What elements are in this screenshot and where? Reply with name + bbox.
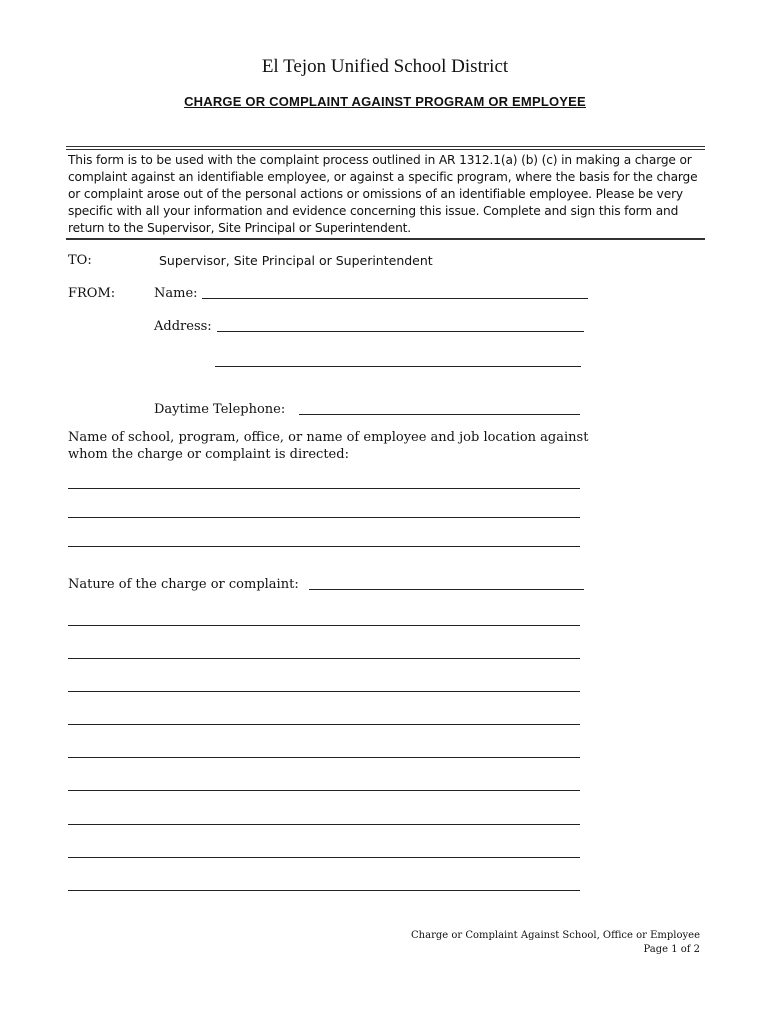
address-field-line-1[interactable] [217,331,584,332]
nature-field-inline[interactable] [309,589,584,590]
address-field-line-2[interactable] [215,366,581,367]
form-heading: CHARGE OR COMPLAINT AGAINST PROGRAM OR EMPLOYEE [184,94,586,109]
footer-document-title: Charge or Complaint Against School, Office or Employee [411,930,700,941]
to-value: Supervisor, Site Principal or Superintendent [159,253,433,268]
daytime-telephone-field[interactable] [299,414,580,415]
to-label: TO: [68,253,92,268]
target-question: Name of school, program, office, or name of employee and job location against whom the charge or complaint is directed: [68,430,589,462]
nature-field-line-5[interactable] [68,757,580,758]
name-field[interactable] [202,298,588,299]
nature-field-line-8[interactable] [68,857,580,858]
nature-label: Nature of the charge or complaint: [68,577,299,592]
address-label: Address: [154,319,212,334]
nature-field-line-4[interactable] [68,724,580,725]
target-field-line-1[interactable] [68,488,580,489]
daytime-telephone-label: Daytime Telephone: [154,402,286,417]
page-title: El Tejon Unified School District [261,56,509,77]
name-label: Name: [154,286,198,301]
from-label: FROM: [68,286,116,301]
footer-page-number: Page 1 of 2 [643,944,700,955]
nature-field-line-9[interactable] [68,890,580,891]
nature-field-line-7[interactable] [68,824,580,825]
instructions-rule [66,238,705,240]
nature-field-line-2[interactable] [68,658,580,659]
header-rule-bottom [66,149,705,150]
nature-field-line-1[interactable] [68,625,580,626]
target-field-line-3[interactable] [68,546,580,547]
instructions-paragraph: This form is to be used with the complaint process outlined in AR 1312.1(a) (b) (c) in making a charge or complaint against an identifiable employee, or against a specific program, where the basis for the charge or complaint arose out of the personal actions or omissions of an identifiable employee. Please be very specific with all your information and evidence concerning this issue. Complete and sign this form and return to the Supervisor, Site Principal or Superintendent. [68,153,698,235]
target-field-line-2[interactable] [68,517,580,518]
header-rule-top [66,146,705,147]
nature-field-line-3[interactable] [68,691,580,692]
nature-field-line-6[interactable] [68,790,580,791]
